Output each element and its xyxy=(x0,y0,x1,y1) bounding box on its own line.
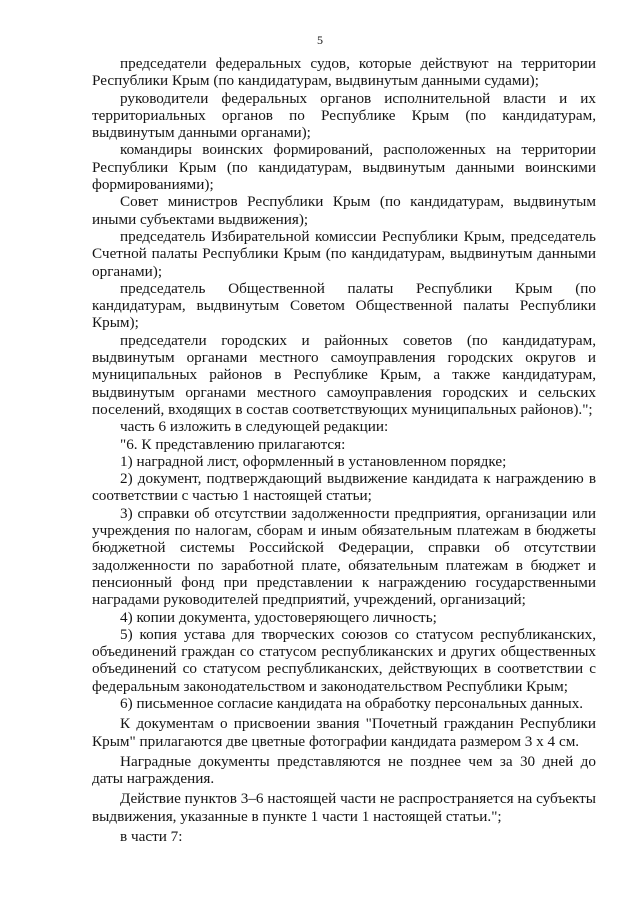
paragraph: Действие пунктов 3–6 настоящей части не распространяется на субъекты выдвижения, указанные в пункте 1 части 1 настоящей статьи."; xyxy=(92,790,596,825)
paragraph: 6) письменное согласие кандидата на обработку персональных данных. xyxy=(120,694,584,712)
paragraph: председатель Общественной палаты Республики Крым (по кандидатурам, выдвинутым Советом Общественной палаты Республики Крым); xyxy=(92,279,596,332)
paragraph: председатель Избирательной комиссии Республики Крым, председатель Счетной палаты Республики Крым (по кандидатурам, выдвинутым данными органами); xyxy=(92,227,596,280)
paragraph: 4) копии документа, удостоверяющего личность; xyxy=(120,608,437,626)
paragraph: 2) документ, подтверждающий выдвижение кандидата к награждению в соответствии с частью 1 настоящей статьи; xyxy=(92,470,596,505)
paragraph: председатели федеральных судов, которые действуют на территории Республики Крым (по кандидатурам, выдвинутым данными судами); xyxy=(92,55,596,90)
paragraph: командиры воинских формирований, расположенных на территории Республики Крым (по кандидатурам, выдвинутым данными воинскими формированиями); xyxy=(92,141,596,194)
paragraph: "6. К представлению прилагаются: xyxy=(120,435,346,453)
paragraph: руководители федеральных органов исполнительной власти и их территориальных органов по Республике Крым (по кандидатурам, выдвинутым данными органами); xyxy=(92,89,596,142)
paragraph: 3) справки об отсутствии задолженности предприятия, организации или учреждения по налогам, сборам и иным обязательным платежам в бюджеты бюджетной системы Российской Федерации, справки об отсутствии задолженности по заработной плате, обязательным платежам в бюджет и пенсионный фонд при представлении к награждению государственными наградами руководителей предприятий, учреждений, организаций; xyxy=(92,504,596,609)
paragraph: Наградные документы представляются не позднее чем за 30 дней до даты награждения. xyxy=(92,752,596,788)
document-body xyxy=(92,55,596,845)
paragraph: К документам о присвоении звания "Почетный гражданин Республики Крым" прилагаются две цветные фотографии кандидата размером 3 х 4 см. xyxy=(92,715,596,750)
paragraph: 5) копия устава для творческих союзов со статусом республиканских, объединений граждан со статусом республиканских и других общественных объединений со статусом республиканских, действующих в соответствии с федеральным законодательством и законодательством Республики Крым; xyxy=(92,625,596,695)
paragraph: часть 6 изложить в следующей редакции: xyxy=(120,418,389,436)
paragraph: 1) наградной лист, оформленный в установленном порядке; xyxy=(120,452,507,470)
paragraph: в части 7: xyxy=(120,828,183,846)
paragraph: Совет министров Республики Крым (по кандидатурам, выдвинутым иными субъектами выдвижения); xyxy=(92,193,596,228)
page-number: 5 xyxy=(317,33,323,47)
paragraph: председатели городских и районных советов (по кандидатурам, выдвинутым органами местного самоуправления городских округов и муниципальных районов в Республике Крым, а также кандидатурам, выдвинутым органами местного самоуправления городских и сельских поселений, входящих в состав соответствующих муниципальных районов)."; xyxy=(92,331,596,418)
